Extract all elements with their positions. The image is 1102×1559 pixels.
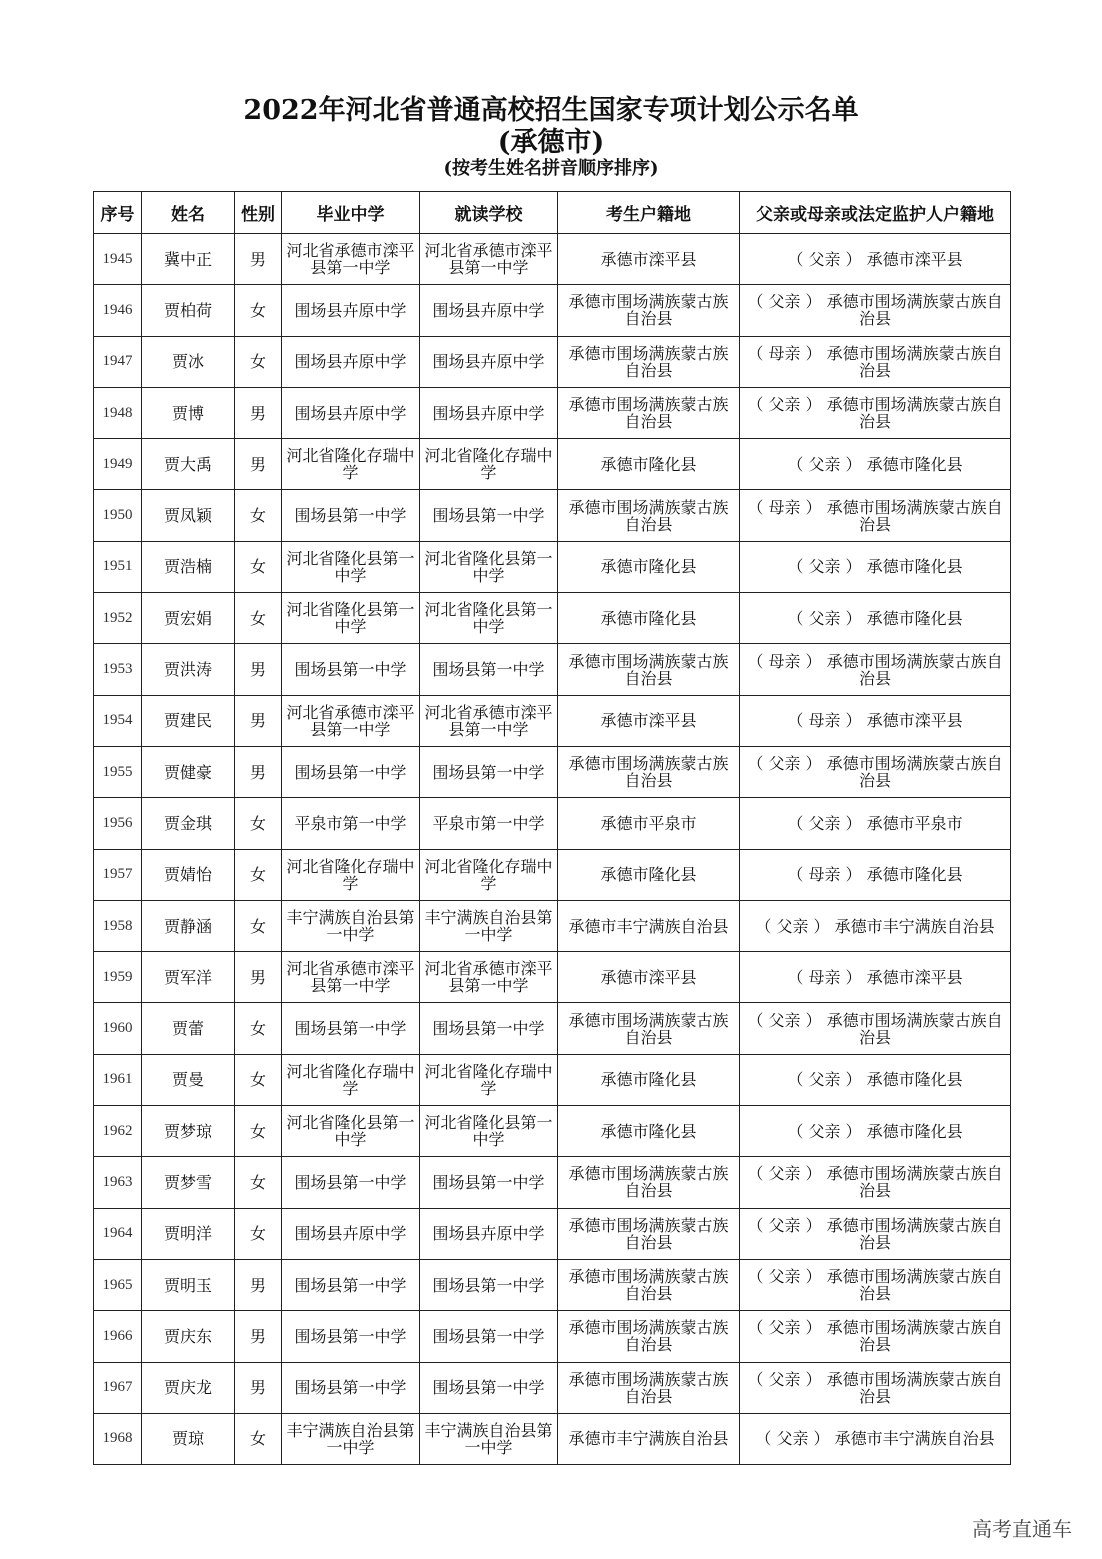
student-name: 贾建民 xyxy=(142,695,235,746)
graduation-school: 河北省承德市滦平县第一中学 xyxy=(282,234,420,285)
header-gender: 性别 xyxy=(235,192,282,234)
student-hukou: 承德市滦平县 xyxy=(558,695,740,746)
parent-hukou: （ 父亲 ） 承德市隆化县 xyxy=(740,439,1011,490)
row-number: 1963 xyxy=(94,1157,142,1208)
row-number: 1956 xyxy=(94,798,142,849)
table-row xyxy=(94,1208,1011,1259)
student-hukou: 承德市丰宁满族自治县 xyxy=(558,1413,740,1464)
student-name: 贾柏荷 xyxy=(142,285,235,336)
graduation-school: 平泉市第一中学 xyxy=(282,798,420,849)
student-hukou: 承德市滦平县 xyxy=(558,234,740,285)
table-row xyxy=(94,285,1011,336)
current-school: 丰宁满族自治县第一中学 xyxy=(420,900,558,951)
row-number: 1960 xyxy=(94,1003,142,1054)
table-row xyxy=(94,1311,1011,1362)
student-gender: 女 xyxy=(235,593,282,644)
parent-hukou: （ 父亲 ） 承德市围场满族蒙古族自治县 xyxy=(740,746,1011,797)
current-school: 河北省隆化存瑞中学 xyxy=(420,849,558,900)
student-hukou: 承德市围场满族蒙古族自治县 xyxy=(558,746,740,797)
student-hukou: 承德市围场满族蒙古族自治县 xyxy=(558,1311,740,1362)
student-hukou: 承德市平泉市 xyxy=(558,798,740,849)
row-number: 1965 xyxy=(94,1259,142,1310)
table-row xyxy=(94,1157,1011,1208)
student-gender: 女 xyxy=(235,900,282,951)
student-gender: 男 xyxy=(235,439,282,490)
student-name: 贾琼 xyxy=(142,1413,235,1464)
student-name: 贾冰 xyxy=(142,336,235,387)
student-hukou: 承德市隆化县 xyxy=(558,593,740,644)
header-name: 姓名 xyxy=(142,192,235,234)
graduation-school: 河北省隆化县第一中学 xyxy=(282,593,420,644)
header-student-hukou: 考生户籍地 xyxy=(558,192,740,234)
parent-hukou: （ 母亲 ） 承德市围场满族蒙古族自治县 xyxy=(740,644,1011,695)
student-name: 贾庆东 xyxy=(142,1311,235,1362)
graduation-school: 河北省隆化存瑞中学 xyxy=(282,1054,420,1105)
parent-hukou: （ 母亲 ） 承德市隆化县 xyxy=(740,849,1011,900)
parent-hukou: （ 父亲 ） 承德市围场满族蒙古族自治县 xyxy=(740,1259,1011,1310)
row-number: 1967 xyxy=(94,1362,142,1413)
current-school: 围场县卉原中学 xyxy=(420,387,558,438)
row-number: 1945 xyxy=(94,234,142,285)
student-hukou: 承德市隆化县 xyxy=(558,849,740,900)
row-number: 1955 xyxy=(94,746,142,797)
table-row xyxy=(94,490,1011,541)
student-hukou: 承德市围场满族蒙古族自治县 xyxy=(558,1157,740,1208)
student-gender: 女 xyxy=(235,336,282,387)
graduation-school: 围场县第一中学 xyxy=(282,644,420,695)
student-gender: 女 xyxy=(235,798,282,849)
parent-hukou: （ 母亲 ） 承德市围场满族蒙古族自治县 xyxy=(740,336,1011,387)
student-gender: 男 xyxy=(235,1259,282,1310)
graduation-school: 围场县第一中学 xyxy=(282,1003,420,1054)
student-gender: 女 xyxy=(235,1413,282,1464)
student-hukou: 承德市围场满族蒙古族自治县 xyxy=(558,1259,740,1310)
parent-hukou: （ 父亲 ） 承德市围场满族蒙古族自治县 xyxy=(740,1003,1011,1054)
graduation-school: 围场县卉原中学 xyxy=(282,336,420,387)
current-school: 围场县第一中学 xyxy=(420,1362,558,1413)
student-gender: 男 xyxy=(235,1311,282,1362)
student-hukou: 承德市隆化县 xyxy=(558,541,740,592)
student-gender: 女 xyxy=(235,1054,282,1105)
parent-hukou: （ 父亲 ） 承德市丰宁满族自治县 xyxy=(740,1413,1011,1464)
graduation-school: 河北省隆化存瑞中学 xyxy=(282,849,420,900)
table-row xyxy=(94,1362,1011,1413)
current-school: 河北省隆化县第一中学 xyxy=(420,541,558,592)
row-number: 1947 xyxy=(94,336,142,387)
graduation-school: 围场县卉原中学 xyxy=(282,387,420,438)
parent-hukou: （ 父亲 ） 承德市围场满族蒙古族自治县 xyxy=(740,1208,1011,1259)
student-hukou: 承德市滦平县 xyxy=(558,952,740,1003)
student-gender: 男 xyxy=(235,1362,282,1413)
current-school: 围场县第一中学 xyxy=(420,1311,558,1362)
student-name: 冀中正 xyxy=(142,234,235,285)
current-school: 河北省隆化存瑞中学 xyxy=(420,1054,558,1105)
sort-note: (按考生姓名拼音顺序排序) xyxy=(443,158,659,179)
row-number: 1950 xyxy=(94,490,142,541)
student-hukou: 承德市围场满族蒙古族自治县 xyxy=(558,1362,740,1413)
page-title: 2022年河北省普通高校招生国家专项计划公示名单 xyxy=(243,95,859,126)
student-name: 贾婧怡 xyxy=(142,849,235,900)
graduation-school: 河北省承德市滦平县第一中学 xyxy=(282,695,420,746)
table-header-row xyxy=(94,192,1011,234)
parent-hukou: （ 父亲 ） 承德市隆化县 xyxy=(740,1106,1011,1157)
student-gender: 男 xyxy=(235,644,282,695)
table-row xyxy=(94,952,1011,1003)
student-gender: 男 xyxy=(235,234,282,285)
row-number: 1968 xyxy=(94,1413,142,1464)
graduation-school: 围场县第一中学 xyxy=(282,1259,420,1310)
header-parent-hukou: 父亲或母亲或法定监护人户籍地 xyxy=(740,192,1011,234)
parent-hukou: （ 父亲 ） 承德市围场满族蒙古族自治县 xyxy=(740,1311,1011,1362)
student-gender: 女 xyxy=(235,285,282,336)
parent-hukou: （ 父亲 ） 承德市隆化县 xyxy=(740,1054,1011,1105)
current-school: 河北省承德市滦平县第一中学 xyxy=(420,234,558,285)
table-row xyxy=(94,1413,1011,1464)
student-hukou: 承德市丰宁满族自治县 xyxy=(558,900,740,951)
row-number: 1962 xyxy=(94,1106,142,1157)
row-number: 1966 xyxy=(94,1311,142,1362)
graduation-school: 河北省隆化县第一中学 xyxy=(282,541,420,592)
student-gender: 女 xyxy=(235,1003,282,1054)
page-subtitle: (承德市) xyxy=(497,127,605,158)
student-hukou: 承德市隆化县 xyxy=(558,1054,740,1105)
student-gender: 男 xyxy=(235,695,282,746)
graduation-school: 围场县第一中学 xyxy=(282,490,420,541)
header-number: 序号 xyxy=(94,192,142,234)
graduation-school: 围场县卉原中学 xyxy=(282,1208,420,1259)
header-current-school: 就读学校 xyxy=(420,192,558,234)
watermark-brand: 高考直通车 xyxy=(972,1517,1072,1541)
current-school: 河北省承德市滦平县第一中学 xyxy=(420,952,558,1003)
row-number: 1946 xyxy=(94,285,142,336)
current-school: 围场县第一中学 xyxy=(420,746,558,797)
table-row xyxy=(94,746,1011,797)
row-number: 1951 xyxy=(94,541,142,592)
header-graduation-school: 毕业中学 xyxy=(282,192,420,234)
row-number: 1953 xyxy=(94,644,142,695)
student-name: 贾曼 xyxy=(142,1054,235,1105)
current-school: 围场县第一中学 xyxy=(420,1003,558,1054)
row-number: 1959 xyxy=(94,952,142,1003)
row-number: 1952 xyxy=(94,593,142,644)
current-school: 河北省隆化县第一中学 xyxy=(420,593,558,644)
student-gender: 女 xyxy=(235,541,282,592)
row-number: 1961 xyxy=(94,1054,142,1105)
student-gender: 女 xyxy=(235,1208,282,1259)
row-number: 1957 xyxy=(94,849,142,900)
graduation-school: 围场县第一中学 xyxy=(282,1157,420,1208)
student-name: 贾梦雪 xyxy=(142,1157,235,1208)
student-name: 贾蕾 xyxy=(142,1003,235,1054)
parent-hukou: （ 父亲 ） 承德市围场满族蒙古族自治县 xyxy=(740,387,1011,438)
table-row xyxy=(94,798,1011,849)
current-school: 丰宁满族自治县第一中学 xyxy=(420,1413,558,1464)
row-number: 1949 xyxy=(94,439,142,490)
current-school: 围场县第一中学 xyxy=(420,644,558,695)
table-row xyxy=(94,849,1011,900)
parent-hukou: （ 父亲 ） 承德市平泉市 xyxy=(740,798,1011,849)
student-hukou: 承德市围场满族蒙古族自治县 xyxy=(558,336,740,387)
student-name: 贾金琪 xyxy=(142,798,235,849)
table-row xyxy=(94,1106,1011,1157)
table-row xyxy=(94,1003,1011,1054)
parent-hukou: （ 父亲 ） 承德市隆化县 xyxy=(740,593,1011,644)
graduation-school: 围场县第一中学 xyxy=(282,1311,420,1362)
table-row xyxy=(94,593,1011,644)
table-row xyxy=(94,900,1011,951)
student-hukou: 承德市围场满族蒙古族自治县 xyxy=(558,1003,740,1054)
student-name: 贾静涵 xyxy=(142,900,235,951)
row-number: 1964 xyxy=(94,1208,142,1259)
graduation-school: 围场县第一中学 xyxy=(282,746,420,797)
graduation-school: 围场县第一中学 xyxy=(282,1362,420,1413)
row-number: 1954 xyxy=(94,695,142,746)
current-school: 围场县卉原中学 xyxy=(420,285,558,336)
student-name: 贾博 xyxy=(142,387,235,438)
current-school: 平泉市第一中学 xyxy=(420,798,558,849)
student-gender: 女 xyxy=(235,490,282,541)
parent-hukou: （ 父亲 ） 承德市隆化县 xyxy=(740,541,1011,592)
graduation-school: 围场县卉原中学 xyxy=(282,285,420,336)
parent-hukou: （ 父亲 ） 承德市围场满族蒙古族自治县 xyxy=(740,1157,1011,1208)
student-hukou: 承德市围场满族蒙古族自治县 xyxy=(558,490,740,541)
student-name: 贾宏娟 xyxy=(142,593,235,644)
student-gender: 男 xyxy=(235,387,282,438)
table-row xyxy=(94,336,1011,387)
graduation-school: 河北省隆化县第一中学 xyxy=(282,1106,420,1157)
table-row xyxy=(94,439,1011,490)
parent-hukou: （ 父亲 ） 承德市丰宁满族自治县 xyxy=(740,900,1011,951)
student-hukou: 承德市隆化县 xyxy=(558,439,740,490)
table-row xyxy=(94,541,1011,592)
row-number: 1958 xyxy=(94,900,142,951)
parent-hukou: （ 父亲 ） 承德市围场满族蒙古族自治县 xyxy=(740,1362,1011,1413)
parent-hukou: （ 父亲 ） 承德市围场满族蒙古族自治县 xyxy=(740,285,1011,336)
student-gender: 女 xyxy=(235,1157,282,1208)
student-gender: 男 xyxy=(235,952,282,1003)
current-school: 围场县卉原中学 xyxy=(420,336,558,387)
current-school: 围场县第一中学 xyxy=(420,490,558,541)
table-row xyxy=(94,644,1011,695)
table-row xyxy=(94,1054,1011,1105)
parent-hukou: （ 父亲 ） 承德市滦平县 xyxy=(740,234,1011,285)
student-gender: 男 xyxy=(235,746,282,797)
student-hukou: 承德市隆化县 xyxy=(558,1106,740,1157)
student-name: 贾健豪 xyxy=(142,746,235,797)
student-name: 贾大禹 xyxy=(142,439,235,490)
student-gender: 女 xyxy=(235,849,282,900)
current-school: 围场县第一中学 xyxy=(420,1259,558,1310)
parent-hukou: （ 母亲 ） 承德市滦平县 xyxy=(740,952,1011,1003)
student-name: 贾洪涛 xyxy=(142,644,235,695)
current-school: 河北省隆化县第一中学 xyxy=(420,1106,558,1157)
student-name: 贾浩楠 xyxy=(142,541,235,592)
current-school: 河北省隆化存瑞中学 xyxy=(420,439,558,490)
current-school: 围场县第一中学 xyxy=(420,1157,558,1208)
table-row xyxy=(94,234,1011,285)
row-number: 1948 xyxy=(94,387,142,438)
table-row xyxy=(94,387,1011,438)
student-name: 贾军洋 xyxy=(142,952,235,1003)
student-name: 贾明洋 xyxy=(142,1208,235,1259)
parent-hukou: （ 母亲 ） 承德市滦平县 xyxy=(740,695,1011,746)
student-name: 贾庆龙 xyxy=(142,1362,235,1413)
student-hukou: 承德市围场满族蒙古族自治县 xyxy=(558,644,740,695)
student-name: 贾明玉 xyxy=(142,1259,235,1310)
student-name: 贾梦琼 xyxy=(142,1106,235,1157)
student-name: 贾凤颖 xyxy=(142,490,235,541)
student-hukou: 承德市围场满族蒙古族自治县 xyxy=(558,1208,740,1259)
graduation-school: 丰宁满族自治县第一中学 xyxy=(282,1413,420,1464)
parent-hukou: （ 母亲 ） 承德市围场满族蒙古族自治县 xyxy=(740,490,1011,541)
graduation-school: 丰宁满族自治县第一中学 xyxy=(282,900,420,951)
student-hukou: 承德市围场满族蒙古族自治县 xyxy=(558,387,740,438)
student-gender: 女 xyxy=(235,1106,282,1157)
current-school: 围场县卉原中学 xyxy=(420,1208,558,1259)
student-hukou: 承德市围场满族蒙古族自治县 xyxy=(558,285,740,336)
current-school: 河北省承德市滦平县第一中学 xyxy=(420,695,558,746)
admission-table xyxy=(93,191,1011,1465)
graduation-school: 河北省隆化存瑞中学 xyxy=(282,439,420,490)
table-row xyxy=(94,1259,1011,1310)
table-row xyxy=(94,695,1011,746)
graduation-school: 河北省承德市滦平县第一中学 xyxy=(282,952,420,1003)
